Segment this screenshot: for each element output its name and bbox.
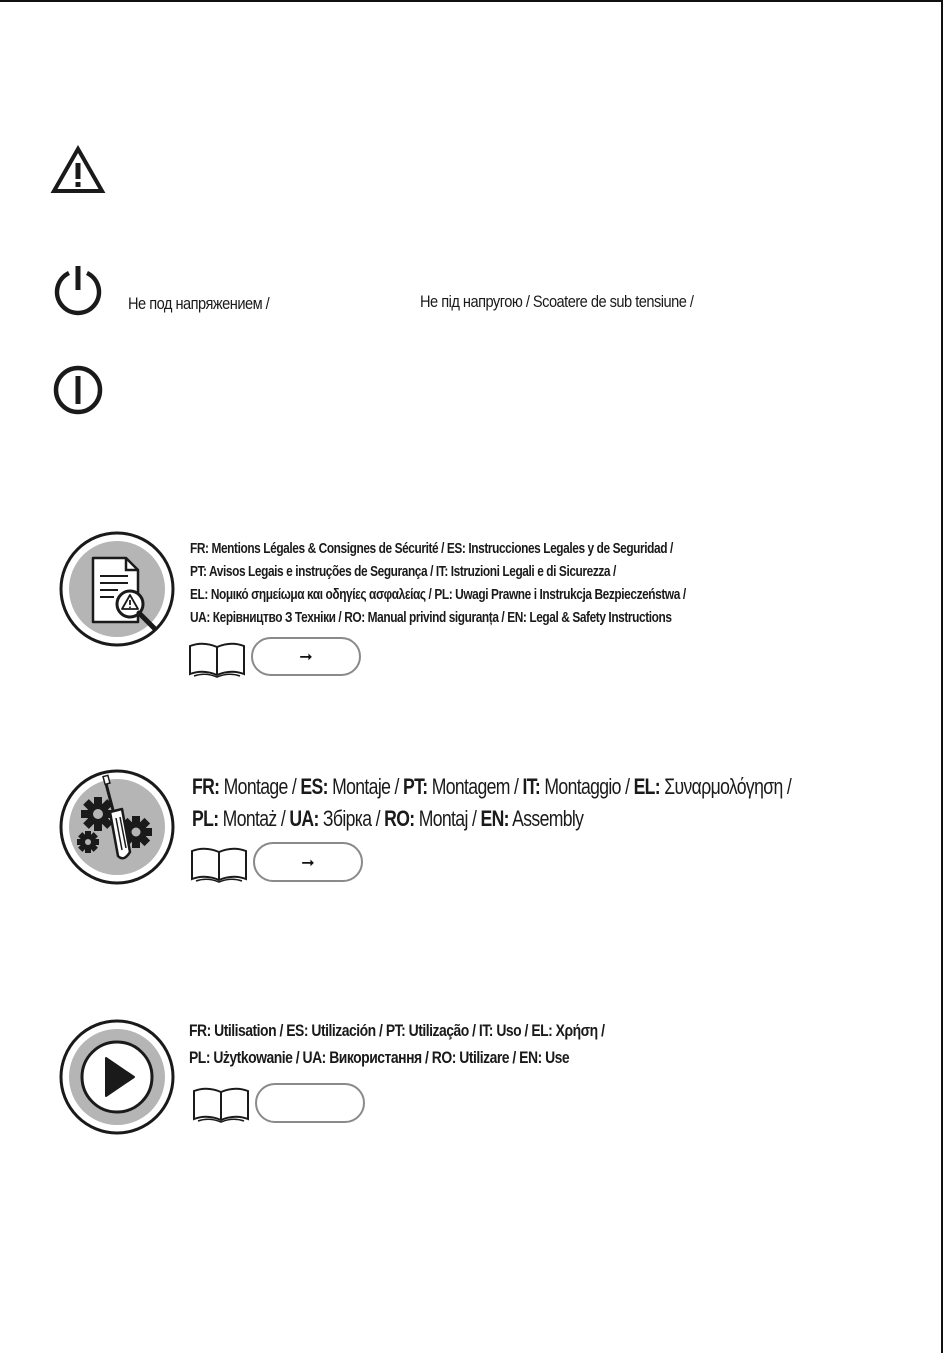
- assembly-text-ua: Збірка /: [318, 806, 385, 831]
- assembly-text-ro: Montaj /: [414, 806, 481, 831]
- assembly-page-ref[interactable]: [253, 842, 363, 882]
- assembly-text-fr: Montage /: [219, 774, 301, 799]
- warning-icon: [50, 145, 106, 195]
- assembly-line-1: [192, 771, 791, 803]
- assembly-text-it: Montaggio /: [540, 774, 634, 799]
- assembly-text-pt: Montagem /: [427, 774, 523, 799]
- play-icon: [82, 1042, 152, 1112]
- book-icon: [188, 638, 246, 678]
- use-line-1: FR: Utilisation / ES: Utilización / PT: Utilização / IT: Uso / EL: Χρήση /: [189, 1021, 605, 1040]
- arrow-right-icon: ➞: [301, 852, 315, 872]
- assembly-code-pl: PL:: [192, 806, 219, 831]
- assembly-section-badge: [58, 768, 176, 886]
- assembly-code-es: ES:: [300, 774, 328, 799]
- use-line-2: PL: Użytkowanie / UA: Використання / RO: Utilizare / EN: Use: [189, 1048, 570, 1067]
- power-off-icon: [50, 262, 106, 318]
- power-off-text-right: Не під напругою / Scoatere de sub tensiune /: [420, 292, 694, 311]
- assembly-code-ro: RO:: [384, 806, 415, 831]
- assembly-code-fr: FR:: [192, 774, 220, 799]
- use-page-ref[interactable]: [255, 1083, 365, 1123]
- book-icon: [190, 843, 248, 883]
- legal-page-ref[interactable]: [251, 637, 361, 676]
- assembly-text-el: Συναρμολόγηση /: [660, 774, 792, 799]
- arrow-right-icon: ➞: [299, 647, 313, 666]
- assembly-text-es: Montaje /: [327, 774, 403, 799]
- assembly-code-it: IT:: [522, 774, 541, 799]
- book-icon: [192, 1083, 250, 1123]
- power-on-icon: [50, 362, 106, 418]
- assembly-code-pt: PT:: [402, 774, 428, 799]
- legal-line-3: EL: Νομικό σημείωμα και οδηγίες ασφαλείας / PL: Uwagi Prawne i Instrukcja Bezpieczeństwa /: [190, 587, 686, 603]
- assembly-text-pl: Montaż /: [218, 806, 290, 831]
- power-off-text-left: Не под напряжением /: [128, 294, 270, 313]
- legal-line-4: UA: Керівництво З Техніки / RO: Manual privind siguranța / EN: Legal & Safety Instructions: [190, 610, 672, 626]
- assembly-code-ua: UA:: [289, 806, 319, 831]
- assembly-line-2: [192, 803, 583, 835]
- legal-line-1: FR: Mentions Légales & Consignes de Sécurité / ES: Instrucciones Legales y de Seguridad /: [190, 541, 673, 557]
- assembly-text-en: Assembly: [508, 806, 584, 831]
- legal-line-2: PT: Avisos Legais e instruções de Segurança / IT: Istruzioni Legali e di Sicurezza /: [190, 564, 616, 580]
- legal-section-badge: [58, 530, 176, 648]
- assembly-code-el: EL:: [633, 774, 661, 799]
- use-section-badge: [58, 1018, 176, 1136]
- assembly-code-en: EN:: [480, 806, 509, 831]
